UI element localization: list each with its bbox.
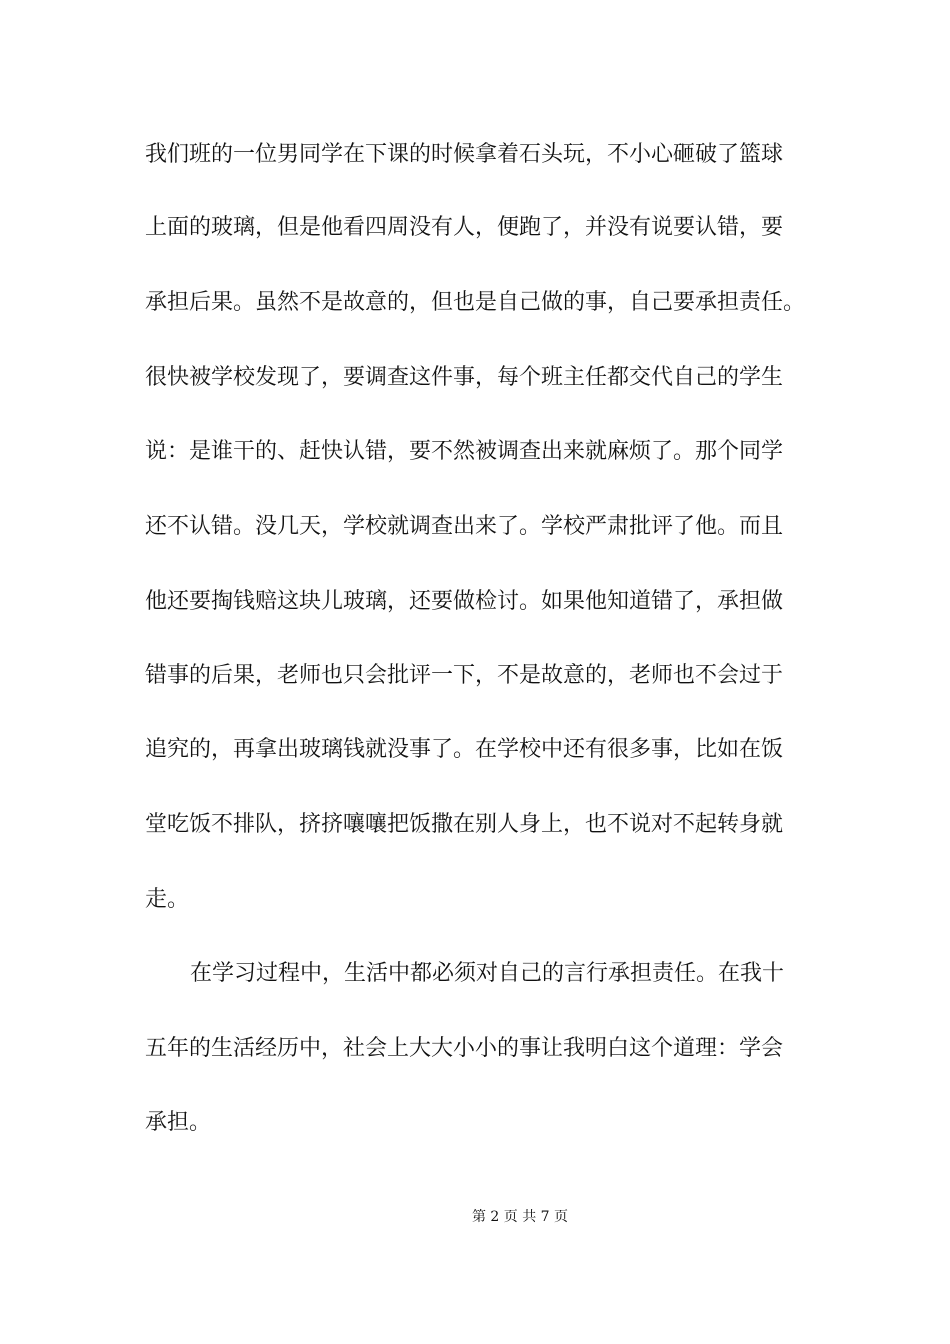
paragraph-line: 还不认错。没几天，学校就调查出来了。学校严肃批评了他。而且 — [145, 514, 784, 539]
paragraph-line: 追究的，再拿出玻璃钱就没事了。在学校中还有很多事，比如在饭 — [145, 737, 784, 762]
paragraph-line: 很快被学校发现了，要调查这件事，每个班主任都交代自己的学生 — [145, 365, 784, 390]
paragraph-line: 走。 — [145, 887, 190, 912]
page-footer — [0, 1206, 950, 1226]
paragraph-line: 说：是谁干的、赶快认错，要不然被调查出来就麻烦了。那个同学 — [145, 439, 784, 464]
paragraph-line: 承担后果。虽然不是故意的，但也是自己做的事，自己要承担责任。 — [145, 290, 806, 315]
page-number: 第 2 页 共 7 页 — [471, 1209, 569, 1225]
paragraph-line-indented: 在学习过程中，生活中都必须对自己的言行承担责任。在我十 — [190, 961, 785, 986]
paragraph-line: 堂吃饭不排队，挤挤嚷嚷把饭撒在别人身上，也不说对不起转身就 — [145, 812, 784, 837]
paragraph-line: 五年的生活经历中，社会上大大小小的事让我明白这个道理：学会 — [145, 1036, 784, 1061]
paragraph-line: 上面的玻璃，但是他看四周没有人，便跑了，并没有说要认错，要 — [145, 215, 784, 240]
paragraph-line: 错事的后果，老师也只会批评一下，不是故意的，老师也不会过于 — [145, 663, 784, 688]
paragraph-line: 承担。 — [145, 1110, 212, 1135]
paragraph-line: 我们班的一位男同学在下课的时候拿着石头玩，不小心砸破了篮球 — [145, 142, 784, 167]
paragraph-line: 他还要掏钱赔这块儿玻璃，还要做检讨。如果他知道错了，承担做 — [145, 589, 784, 614]
